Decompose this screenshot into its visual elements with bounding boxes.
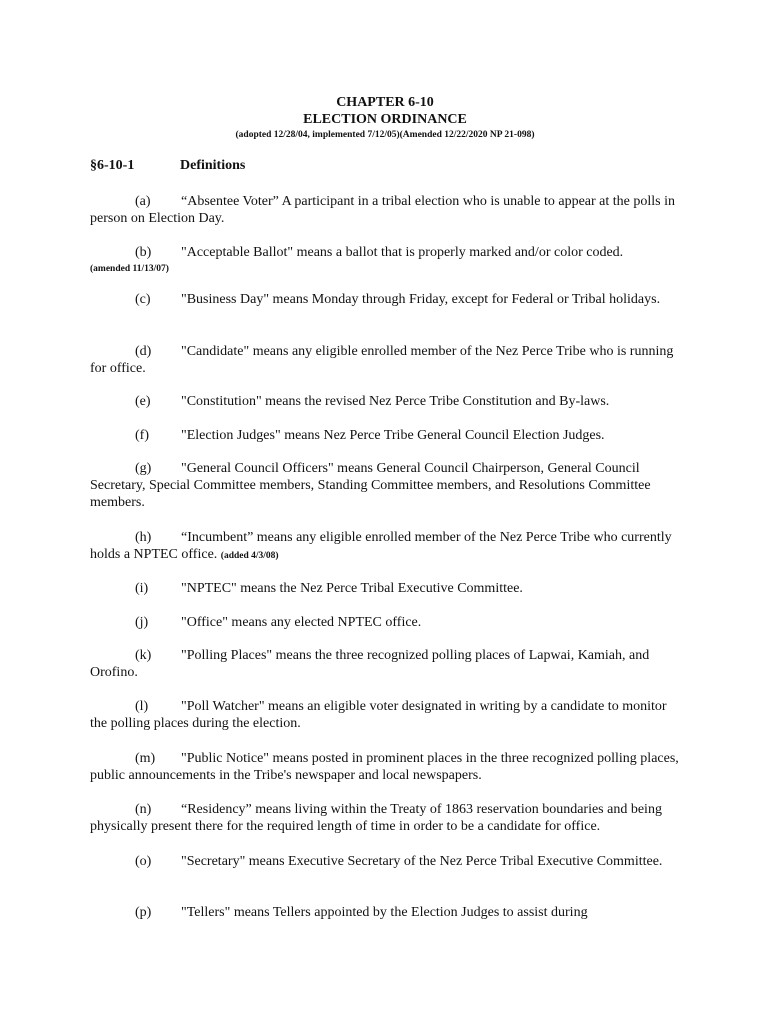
definition-p [90, 904, 680, 921]
definition-label: (n) [135, 802, 152, 817]
definition-label: (i) [135, 581, 149, 596]
definition-label: (b) [135, 245, 152, 260]
definition-text: “Residency” means living within the Treaty of 1863 reservation boundaries and being physically present there for the required length of time in order to be a candidate for office. [90, 802, 662, 834]
definition-h [90, 529, 680, 565]
definition-text: "General Council Officers" means General Council Chairperson, General Council Secretary, Special Committee members, Standing Committee members, and Resolutions Committee members. [90, 461, 651, 510]
definition-l [90, 698, 680, 732]
definition-label: (f) [135, 428, 149, 443]
definition-b [90, 244, 680, 278]
definition-e [90, 393, 680, 410]
ordinance-title: ELECTION ORDINANCE [303, 112, 467, 127]
definition-text: "Poll Watcher" means an eligible voter designated in writing by a candidate to monitor the polling places during the election. [90, 699, 667, 731]
definition-label: (e) [135, 394, 151, 409]
section-number: §6-10-1 [90, 158, 135, 173]
definition-text: "Public Notice" means posted in prominent places in the three recognized polling places, public announcements in the Tribe's newspaper and local newspapers. [90, 751, 679, 783]
definition-text: "Business Day" means Monday through Friday, except for Federal or Tribal holidays. [181, 292, 661, 307]
chapter-heading: CHAPTER 6-10 [336, 95, 434, 110]
definition-k [90, 647, 680, 681]
definition-n [90, 801, 680, 835]
definition-label: (l) [135, 699, 149, 714]
amendment-note: (amended 11/13/07) [90, 264, 169, 274]
definition-text: "Polling Places" means the three recognized polling places of Lapwai, Kamiah, and Orofino. [90, 648, 650, 680]
definition-label: (d) [135, 344, 152, 359]
definition-text: "NPTEC" means the Nez Perce Tribal Executive Committee. [181, 581, 523, 596]
definition-label: (m) [135, 751, 156, 766]
definition-j [90, 614, 680, 631]
definition-text: "Election Judges" means Nez Perce Tribe General Council Election Judges. [181, 428, 605, 443]
definition-label: (g) [135, 461, 152, 476]
section-heading [90, 157, 245, 175]
definition-text: “Incumbent” means any eligible enrolled member of the Nez Perce Tribe who currently holds a NPTEC office. [90, 530, 672, 562]
definition-text: "Acceptable Ballot" means a ballot that is properly marked and/or color coded. [181, 245, 624, 260]
definition-d [90, 343, 680, 377]
definition-label: (o) [135, 854, 152, 869]
definition-label: (j) [135, 615, 149, 630]
definition-o [90, 853, 680, 870]
definition-label: (a) [135, 194, 151, 209]
adoption-note: (adopted 12/28/04, implemented 7/12/05)(Amended 12/22/2020 NP 21-098) [235, 130, 535, 140]
definition-c [90, 291, 680, 308]
definition-label: (p) [135, 905, 152, 920]
definition-text: "Secretary" means Executive Secretary of the Nez Perce Tribal Executive Committee. [181, 854, 663, 869]
definition-label: (k) [135, 648, 152, 663]
definition-m [90, 750, 680, 784]
definition-text: "Candidate" means any eligible enrolled member of the Nez Perce Tribe who is running for office. [90, 344, 674, 376]
definition-g [90, 460, 680, 511]
section-title: Definitions [180, 158, 246, 173]
definition-label: (h) [135, 530, 152, 545]
definition-a [90, 193, 680, 227]
definition-label: (c) [135, 292, 151, 307]
definition-f [90, 427, 680, 444]
definition-text: "Office" means any elected NPTEC office. [181, 615, 422, 630]
definition-i [90, 580, 680, 597]
amendment-note: (added 4/3/08) [220, 551, 279, 561]
definition-text: "Tellers" means Tellers appointed by the Election Judges to assist during [181, 905, 588, 920]
definition-text: “Absentee Voter” A participant in a tribal election who is unable to appear at the polls in person on Election Day. [90, 194, 676, 226]
definition-text: "Constitution" means the revised Nez Perce Tribe Constitution and By-laws. [181, 394, 610, 409]
